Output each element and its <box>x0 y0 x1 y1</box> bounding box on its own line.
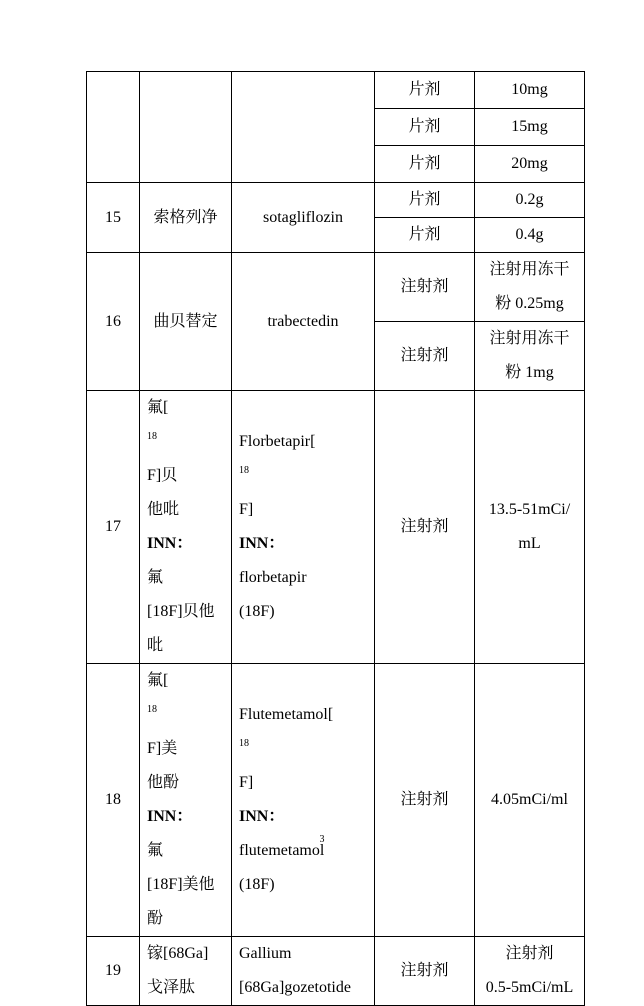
form-cell: 注射剂 <box>375 253 475 322</box>
spec-cell: 4.05mCi/ml <box>475 664 585 937</box>
cn-name-line: 镓[68Ga] <box>147 945 209 962</box>
spec-cell: 10mg <box>475 72 585 109</box>
form-cell: 注射剂 <box>375 322 475 391</box>
spec-cell <box>475 391 585 664</box>
cn-name-cell <box>140 72 232 183</box>
spec-line: 注射用冻干 <box>489 330 570 347</box>
en-name-cell <box>232 664 375 937</box>
cn-inn-line: INN： 氟 <box>147 535 193 586</box>
drug-table <box>86 71 585 1006</box>
cn-name-cell: 索格列净 <box>140 183 232 253</box>
cn-name-line: 他吡 <box>147 501 180 518</box>
cn-inn-line: 吡 <box>147 637 164 654</box>
en-name-line: (18F) <box>239 603 275 620</box>
form-cell: 片剂 <box>375 72 475 109</box>
num-cell: 16 <box>87 253 140 391</box>
cn-inn-line: [18F]美他 <box>147 876 215 893</box>
cn-name-line: 氟[ $^{18}$ F]贝 <box>147 399 178 484</box>
en-name-cell <box>232 72 375 183</box>
form-cell: 片剂 <box>375 218 475 253</box>
spec-cell: 0.2g <box>475 183 585 218</box>
spec-line: 注射剂 <box>505 945 554 962</box>
en-name-cell <box>232 391 375 664</box>
num-cell <box>87 72 140 183</box>
en-name-line: flutemetamol <box>239 842 325 859</box>
spec-line: 0.5-5mCi/mL <box>485 979 574 996</box>
en-name-cell <box>232 937 375 1006</box>
en-name-line: Flutemetamol[ $^{18}$ F] <box>239 706 334 791</box>
en-name-line: Gallium <box>239 945 292 962</box>
cn-name-cell <box>140 937 232 1006</box>
form-cell: 注射剂 <box>375 391 475 664</box>
en-name-cell: trabectedin <box>232 253 375 391</box>
form-cell: 片剂 <box>375 183 475 218</box>
spec-cell <box>475 322 585 391</box>
spec-line: 注射用冻干 <box>489 261 570 278</box>
page-number: 3 <box>319 834 325 845</box>
num-cell: 15 <box>87 183 140 253</box>
cn-name-cell <box>140 664 232 937</box>
en-name-line: Florbetapir[ $^{18}$ F] <box>239 433 316 518</box>
cn-inn-line: [18F]贝他 <box>147 603 215 620</box>
form-cell: 注射剂 <box>375 937 475 1006</box>
en-name-line: [68Ga]gozetotide <box>239 979 351 996</box>
cn-name-cell: 曲贝替定 <box>140 253 232 391</box>
cn-name-line: 氟[ $^{18}$ F]美 <box>147 672 178 757</box>
table-row <box>87 664 585 937</box>
en-inn-label: INN： <box>239 808 285 825</box>
spec-cell: 20mg <box>475 146 585 183</box>
en-name-line: (18F) <box>239 876 275 893</box>
table-row <box>87 937 585 1006</box>
cn-name-line: 他酚 <box>147 774 180 791</box>
spec-cell: 15mg <box>475 109 585 146</box>
table-row <box>87 183 585 218</box>
cn-inn-line: INN： 氟 <box>147 808 193 859</box>
form-cell: 片剂 <box>375 146 475 183</box>
spec-line: mL <box>518 535 541 552</box>
table-row <box>87 391 585 664</box>
cn-inn-line: 酚 <box>147 910 164 927</box>
en-inn-line: INN： florbetapir <box>239 535 307 586</box>
num-cell: 19 <box>87 937 140 1006</box>
spec-line: 13.5-51mCi/ <box>488 501 571 518</box>
spec-line: 粉 0.25mg <box>495 295 564 312</box>
form-cell: 注射剂 <box>375 664 475 937</box>
spec-cell: 0.4g <box>475 218 585 253</box>
cn-name-cell <box>140 391 232 664</box>
spec-cell <box>475 937 585 1006</box>
cn-name-line: 戈泽肽 <box>147 979 196 996</box>
form-cell: 片剂 <box>375 109 475 146</box>
spec-line: 粉 1mg <box>505 364 554 381</box>
spec-cell <box>475 253 585 322</box>
table-row <box>87 72 585 109</box>
num-cell: 17 <box>87 391 140 664</box>
table-row <box>87 253 585 322</box>
num-cell: 18 <box>87 664 140 937</box>
en-name-cell: sotagliflozin <box>232 183 375 253</box>
